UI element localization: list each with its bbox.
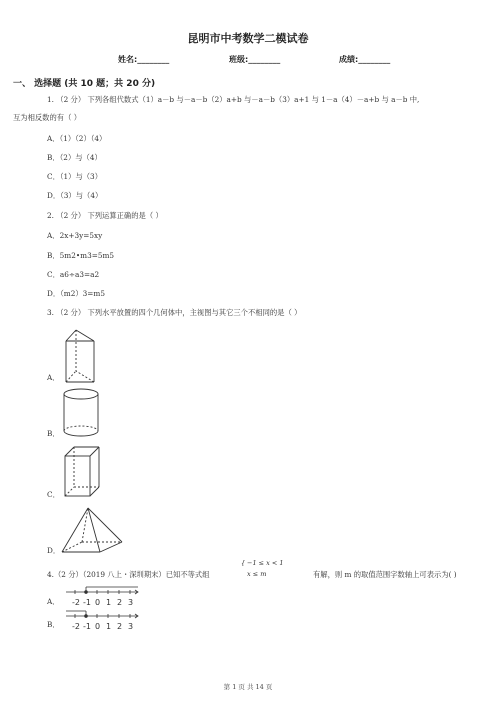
q1-option-a: A．（1）（2）（4） <box>47 134 107 143</box>
q1-option-d: D．（3）与（4） <box>47 191 103 200</box>
q4-stem-start: 4.（2 分）（2019 八上・深圳期末）已知不等式组 <box>47 570 210 579</box>
section-heading: 一、 选择题 (共 10 题；共 20 分) <box>13 79 156 89</box>
triangular-prism-figure <box>60 327 110 385</box>
q2-option-a: A．2x+3y=5xy <box>47 231 103 240</box>
rectangular-prism-figure <box>60 444 106 500</box>
tick-label: -1 <box>83 598 91 607</box>
tick-label: 1 <box>106 598 112 607</box>
q2-option-c: C．a6÷a3=a2 <box>47 270 100 279</box>
tick-label: -2 <box>72 622 80 631</box>
q1-option-b: B．（2）与（4） <box>47 153 102 162</box>
class-field-label: 班级:________ <box>229 55 281 64</box>
q3-option-d: D． <box>47 546 61 555</box>
q2-stem: 2. （2 分） 下列运算正确的是（ ） <box>47 211 163 220</box>
tick-label: 0 <box>95 598 101 607</box>
page-title: 昆明市中考数学二模试卷 <box>187 32 309 45</box>
q2-option-d: D．（m2）3=m5 <box>47 289 105 298</box>
number-line-b <box>64 610 144 632</box>
number-line-a <box>64 586 144 608</box>
q4-system-brace: { <box>241 559 246 567</box>
tick-label: 3 <box>128 598 134 607</box>
name-field-label: 姓名:________ <box>118 55 170 64</box>
q3-option-b: B． <box>47 429 60 438</box>
q3-stem: 3. （2 分） 下列水平放置的四个几何体中，主视图与其它三个不相同的是（ ） <box>47 308 302 317</box>
q4-system-line2: x ≤ m <box>247 570 267 578</box>
q1-stem-line1: 1. （2 分） 下列各组代数式（1）a－b 与－a－b（2）a+b 与－a－b（3）a+1 与 1－a（4）－a+b 与 a－b 中, <box>47 95 420 104</box>
tick-label: -1 <box>83 622 91 631</box>
pyramid-figure <box>60 506 126 556</box>
q4-stem-end: 有解，则 m 的取值范围字数轴上可表示为( ) <box>313 570 457 579</box>
q4-option-a: A． <box>47 597 60 606</box>
tick-label: 2 <box>117 598 123 607</box>
q1-stem-line2: 互为相反数的有（ ） <box>13 113 81 122</box>
q1-option-c: C．（1）与（3） <box>47 172 102 181</box>
q4-system-line1: −1 ≤ x < 1 <box>247 559 284 567</box>
q4-option-b: B． <box>47 620 60 629</box>
page-footer: 第 1 页 共 14 页 <box>223 683 273 691</box>
q3-option-c: C． <box>47 490 60 499</box>
tick-label: 0 <box>95 622 101 631</box>
tick-label: -2 <box>72 598 80 607</box>
tick-label: 1 <box>106 622 112 631</box>
q2-option-b: B．5m2•m3=5m5 <box>47 251 115 260</box>
score-field-label: 成绩:________ <box>339 55 391 64</box>
q3-option-a: A． <box>47 373 60 382</box>
cylinder-figure <box>60 387 106 439</box>
tick-label: 2 <box>117 622 123 631</box>
tick-label: 3 <box>128 622 134 631</box>
